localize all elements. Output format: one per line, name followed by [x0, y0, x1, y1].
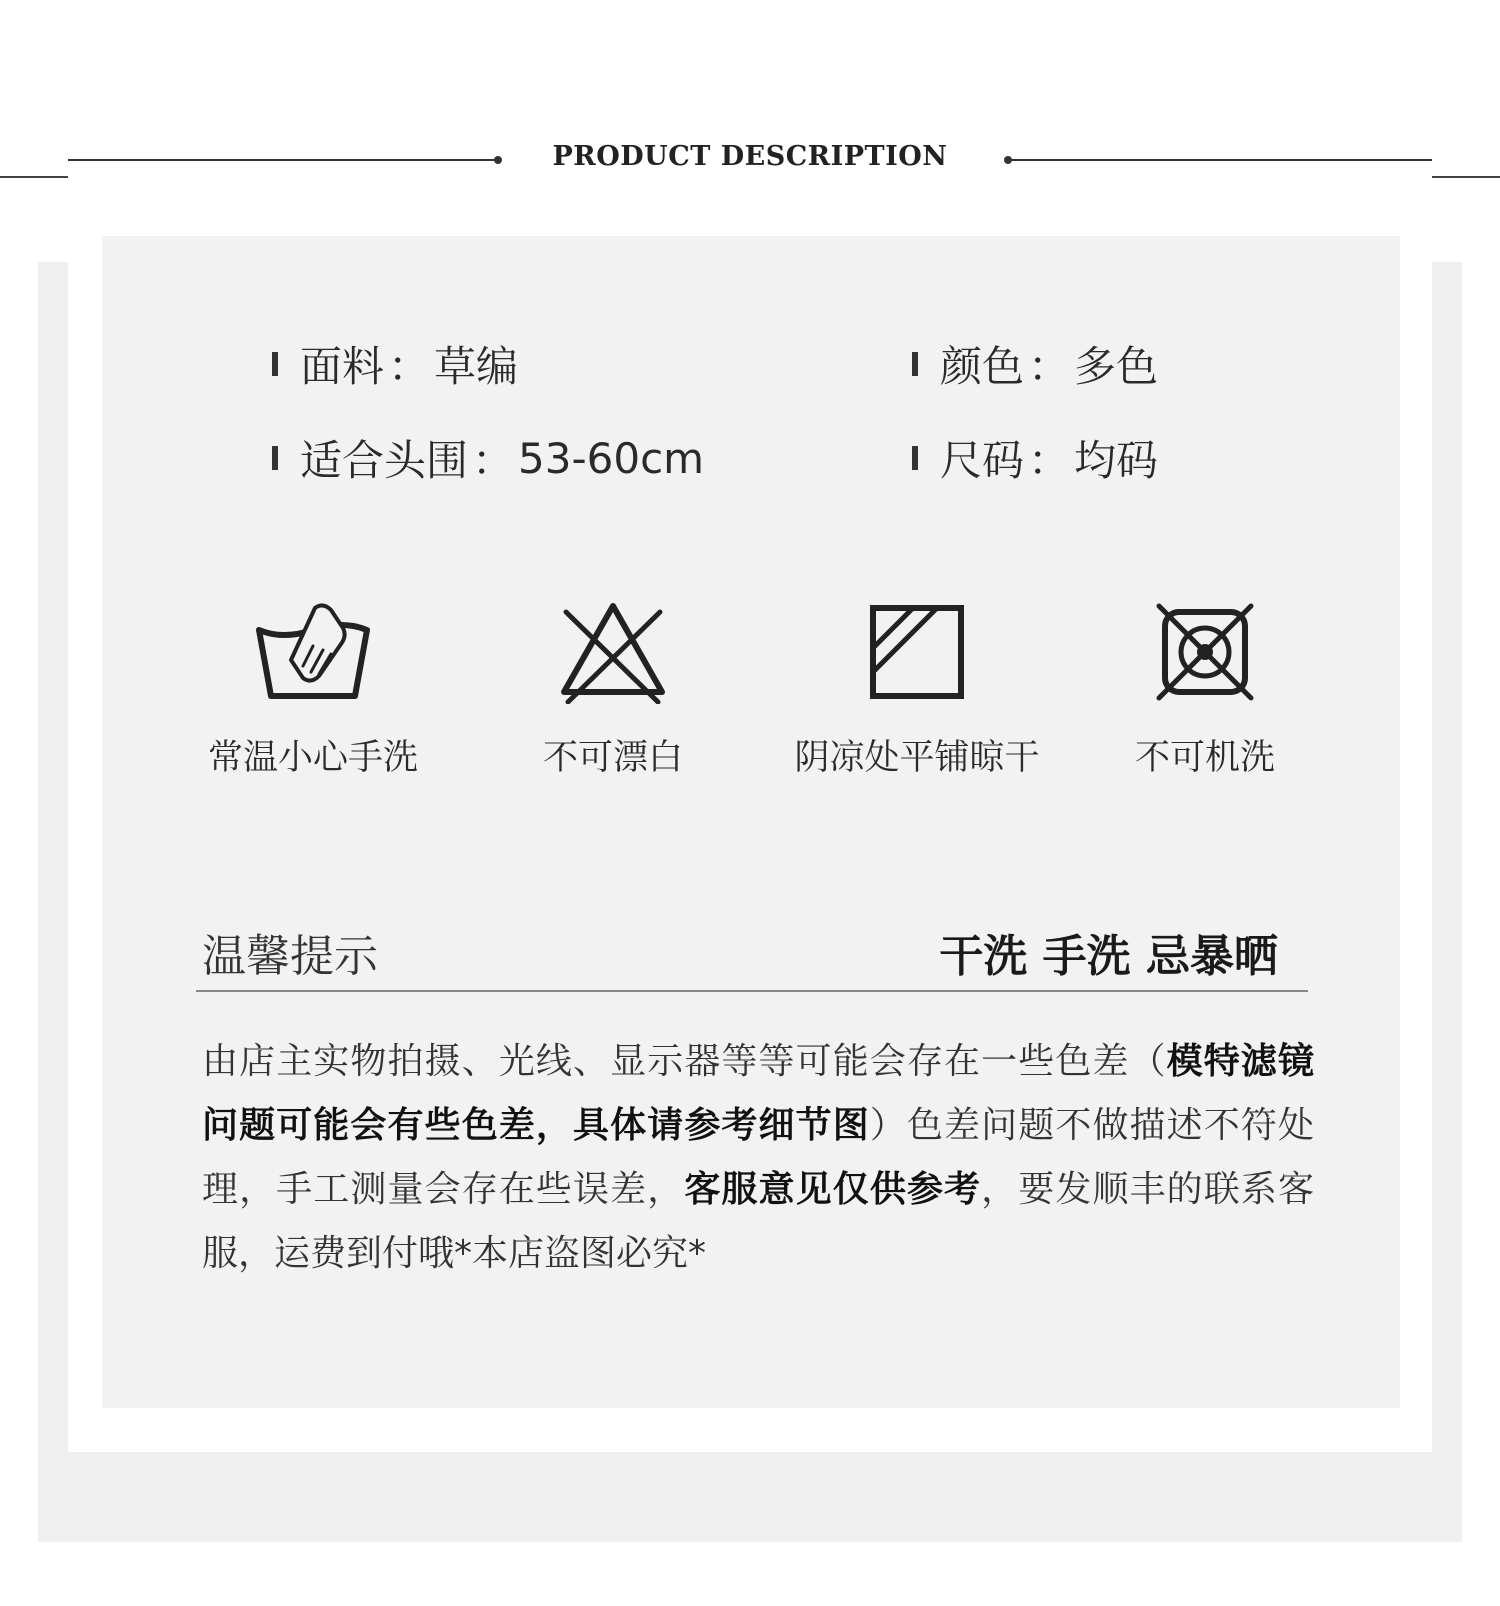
spec-label: 尺码 — [940, 436, 1025, 485]
header-left-line — [68, 159, 496, 161]
spec-label: 颜色 — [940, 342, 1025, 391]
spec-colon: ： — [1028, 436, 1071, 485]
tips-highlight: 干洗 手洗 忌暴晒 — [939, 931, 1278, 982]
care-label: 不可机洗 — [1134, 738, 1275, 778]
no-machine-wash-icon — [1153, 600, 1257, 704]
bullet-bar — [272, 446, 278, 470]
care-label: 不可漂白 — [542, 738, 683, 778]
spec-material — [272, 334, 518, 394]
dry-flat-in-shade-icon — [865, 600, 969, 704]
care-no-machine-wash — [1080, 600, 1330, 780]
care-label: 常温小心手洗 — [207, 738, 418, 778]
tips-bold-2: 客服意见仅供参考 — [684, 1169, 982, 1210]
spec-value: 53-60cm — [518, 433, 705, 483]
tips-text-3: ，要发顺丰的联系客服，运费到付哦*本店盗图必究* — [202, 1169, 1314, 1274]
spec-value: 草编 — [434, 342, 519, 391]
tips-body — [202, 1030, 1314, 1286]
care-no-bleach — [488, 600, 738, 780]
care-dry-flat-shade — [792, 600, 1042, 780]
spec-colon: ： — [472, 436, 515, 485]
left-edge-line — [0, 176, 68, 178]
header-right-line — [1010, 159, 1432, 161]
spec-colon: ： — [1028, 342, 1071, 391]
no-bleach-icon — [558, 600, 668, 704]
spec-color — [912, 334, 1158, 394]
bullet-bar — [912, 352, 918, 376]
spec-size — [912, 428, 1158, 488]
page-title: PRODUCT DESCRIPTION — [552, 141, 948, 172]
spec-value: 多色 — [1074, 342, 1159, 391]
spec-head-size — [272, 428, 704, 488]
hand-wash-icon — [253, 600, 373, 704]
tips-text-1: 由店主实物拍摄、光线、显示器等等可能会存在一些色差（ — [202, 1041, 1167, 1082]
bullet-bar — [272, 352, 278, 376]
right-edge-line — [1432, 176, 1500, 178]
tips-title: 温馨提示 — [202, 931, 378, 982]
care-hand-wash — [188, 600, 438, 780]
spec-value: 均码 — [1074, 436, 1159, 485]
spec-colon: ： — [388, 342, 431, 391]
tips-divider — [196, 990, 1308, 992]
spec-label: 适合头围 — [300, 436, 469, 485]
care-label: 阴凉处平铺晾干 — [794, 738, 1040, 778]
tips-text-2: ）色差问题不做描述不符处理，手工测量会存在些误差， — [202, 1105, 1314, 1210]
bullet-bar — [912, 446, 918, 470]
spec-label: 面料 — [300, 342, 385, 391]
tips-bold-1: 模特滤镜问题可能会有些色差，具体请参考细节图 — [202, 1041, 1314, 1146]
